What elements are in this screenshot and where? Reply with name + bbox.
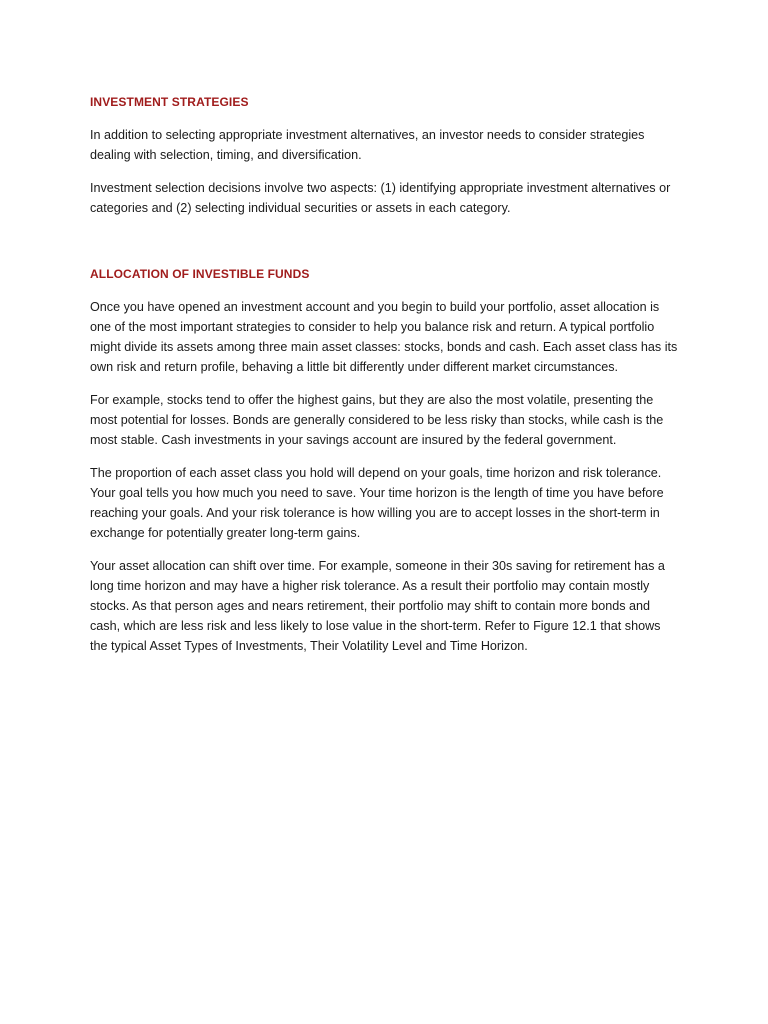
paragraph: Your asset allocation can shift over time. For example, someone in their 30s saving for retirement has a long time horizon and may have a higher risk tolerance. As a result their portfolio may contain mostly stocks. As that person ages and nears retirement, their portfolio may shift to contain more bonds and cash, which are less risk and less likely to lose value in the short-term. Refer to Figure 12.1 that shows the typical Asset Types of Investments, Their Volatility Level and Time Horizon. [90, 559, 665, 653]
paragraph: Investment selection decisions involve two aspects: (1) identifying appropriate investment alternatives or categories and (2) selecting individual securities or assets in each category. [90, 181, 671, 215]
paragraph: For example, stocks tend to offer the highest gains, but they are also the most volatile, presenting the most potential for losses. Bonds are generally considered to be less risky than stocks, while cash is the most stable. Cash investments in your savings account are insured by the federal government. [90, 393, 664, 447]
paragraph: Once you have opened an investment account and you begin to build your portfolio, asset allocation is one of the most important strategies to consider to help you balance risk and return. A typical portfolio might divide its assets among three main asset classes: stocks, bonds and cash. Each asset class has its own risk and return profile, behaving a little bit differently under different market circumstances. [90, 300, 678, 374]
section-heading-allocation: ALLOCATION OF INVESTIBLE FUNDS [90, 267, 310, 281]
paragraph: The proportion of each asset class you hold will depend on your goals, time horizon and risk tolerance. Your goal tells you how much you need to save. Your time horizon is the length of time you have before reaching your goals. And your risk tolerance is how willing you are to accept losses in the short-term in exchange for potentially greater long-term gains. [90, 466, 664, 540]
section-heading-investment-strategies: INVESTMENT STRATEGIES [90, 95, 249, 109]
document-page [90, 92, 680, 656]
paragraph: In addition to selecting appropriate investment alternatives, an investor needs to consider strategies dealing with selection, timing, and diversification. [90, 128, 645, 162]
